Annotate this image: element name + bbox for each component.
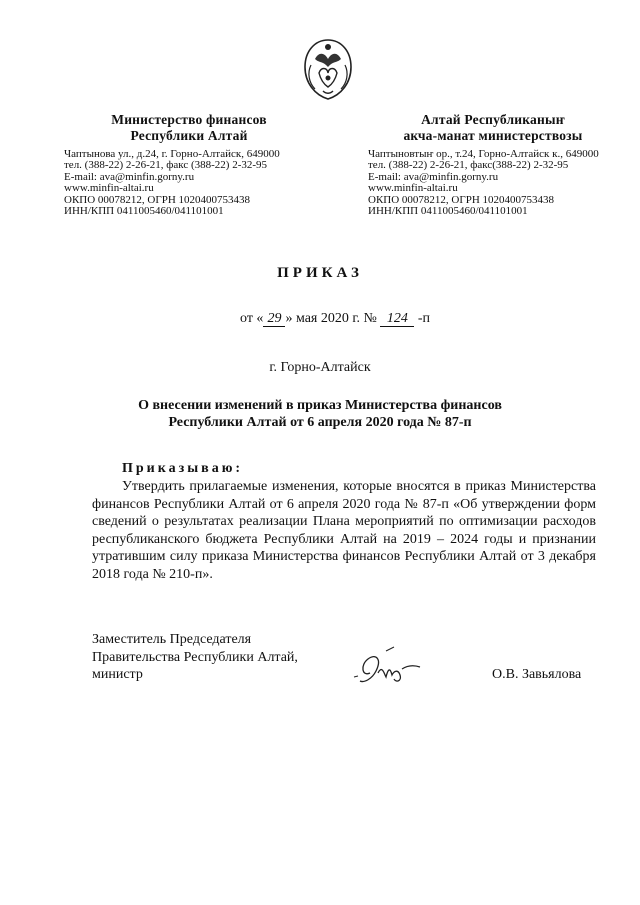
date-day: 29 <box>263 311 285 327</box>
inn-kpp: ИНН/КПП 0411005460/041101001 <box>64 205 224 218</box>
website: www.minfin-altai.ru <box>64 182 154 195</box>
document-title: ПРИКАЗ <box>277 265 363 281</box>
phones: тел. (388-22) 2-26-21, факс(388-22) 2-32-95 <box>368 159 569 172</box>
org-name-ru-line1: Министерство финансов <box>111 112 267 127</box>
inn-kpp: ИНН/КПП 0411005460/041101001 <box>368 205 528 218</box>
email: E-mail: ava@minfin.gorny.ru <box>64 170 195 183</box>
signatory-line2: Правительства Республики Алтай, <box>92 649 298 665</box>
okpo-ogrn: ОКПО 00078212, ОГРН 1020400753438 <box>64 193 251 206</box>
signatory-position <box>92 631 298 684</box>
city: г. Горно-Алтайск <box>269 360 371 375</box>
address: Чаптынова ул., д.24, г. Горно-Алтайск, 649000 <box>64 148 280 160</box>
signatory-name: О.В. Завьялова <box>492 667 582 682</box>
header-right <box>368 112 618 217</box>
org-name-alt-line1: Алтай Республиканыҥ <box>421 112 565 127</box>
number-suffix: -п <box>417 311 431 326</box>
email: E-mail: ava@minfin.gorny.ru <box>368 170 499 183</box>
coat-of-arms-icon <box>301 37 355 103</box>
okpo-ogrn: ОКПО 00078212, ОГРН 1020400753438 <box>368 193 555 206</box>
order-number: 124 <box>380 311 414 327</box>
org-name-ru-line2: Республики Алтай <box>130 128 248 143</box>
handwritten-signature <box>342 643 462 693</box>
order-word: Приказываю: <box>122 461 244 476</box>
date-line <box>240 311 430 327</box>
body-paragraph: Утвердить прилагаемые изменения, которые вносятся в приказ Министерства финансов Республики Алтай от 6 апреля 2020 года № 87-п «Об утверждении форм сведений о результатах реализации Плана мероприятий по оптимизации расходов республиканского бюджета Республики Алтай на 2019 – 2024 годы и признании утратившим силу приказа Министерства финансов Республики Алтай от 3 декабря 2018 года № 210-п». <box>92 479 596 582</box>
org-name-ru <box>64 112 314 144</box>
signatory-line3: министр <box>92 667 143 682</box>
phones: тел. (388-22) 2-26-21, факс (388-22) 2-32-95 <box>64 159 268 172</box>
contact-info-alt <box>368 149 618 217</box>
org-name-alt-line2: акча-манат министерствозы <box>403 128 583 143</box>
org-name-alt <box>368 112 618 144</box>
contact-info-ru <box>64 149 314 217</box>
date-prefix: от « <box>240 311 264 326</box>
address: Чаптыновтыҥ ор., т.24, Горно-Алтайск к., 649000 <box>368 148 599 160</box>
signatory-line1: Заместитель Председателя <box>92 632 252 647</box>
website: www.minfin-altai.ru <box>368 182 458 195</box>
header-left <box>64 112 314 217</box>
date-mid: » мая 2020 г. № <box>285 311 377 326</box>
subject-heading: О внесении изменений в приказ Министерства финансов Республики Алтай от 6 апреля 2020 года № 87-п <box>138 398 502 430</box>
